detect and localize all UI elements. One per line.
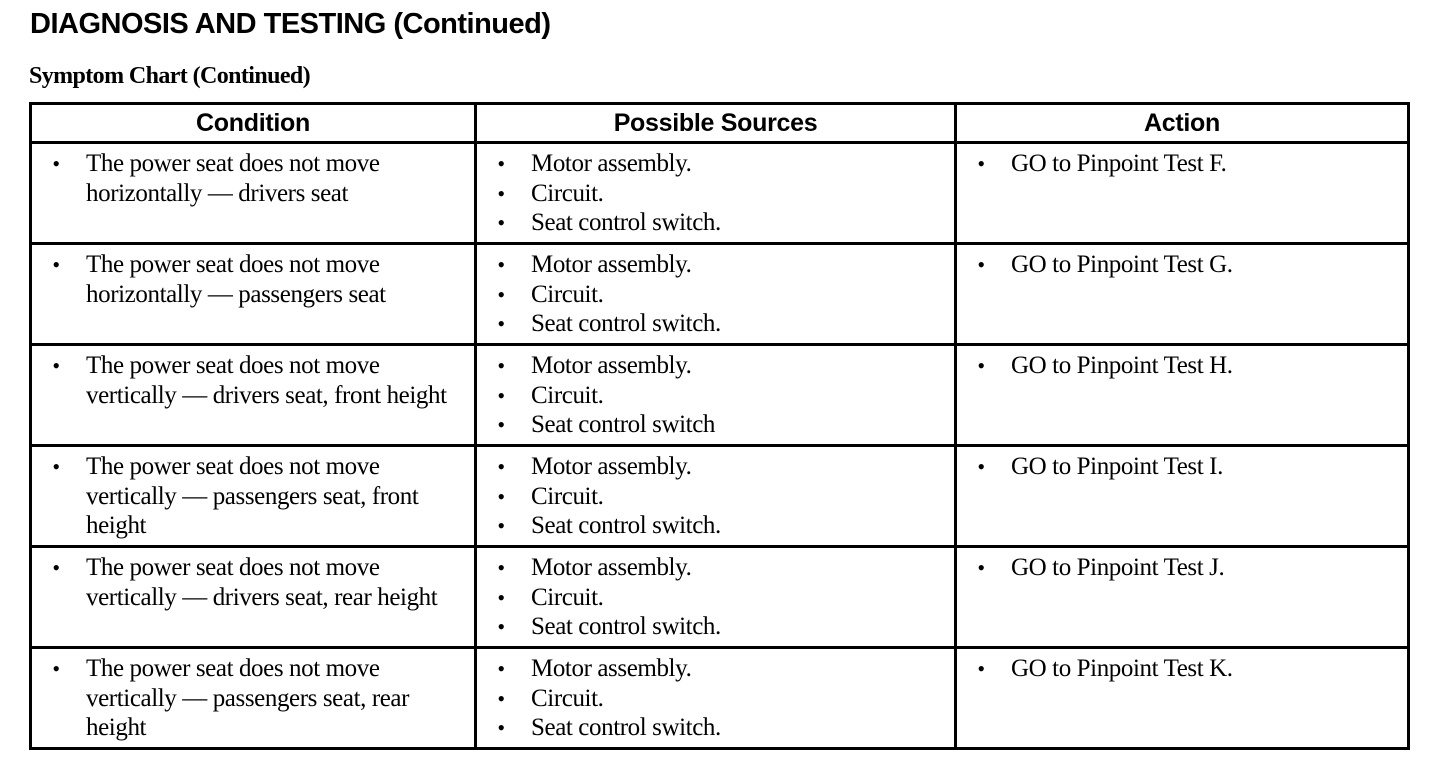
list-item	[491, 482, 954, 512]
action-cell	[956, 648, 1409, 749]
action-text: GO to Pinpoint Test I.	[1011, 453, 1223, 480]
condition-cell	[31, 244, 476, 345]
bullet-icon: •	[497, 210, 505, 235]
bullet-icon: •	[52, 151, 60, 176]
sources-cell	[476, 244, 956, 345]
action-list	[957, 452, 1407, 482]
bullet-icon: •	[52, 353, 60, 378]
action-list	[957, 149, 1407, 179]
condition-text: The power seat does not move vertically — passengers seat, rear height	[86, 655, 410, 741]
source-text: Circuit.	[531, 280, 604, 308]
action-cell	[956, 345, 1409, 446]
bullet-icon: •	[497, 685, 505, 711]
list-item	[491, 452, 954, 482]
source-text: Motor assembly.	[531, 655, 692, 682]
condition-text: The power seat does not move vertically — drivers seat, rear height	[86, 554, 438, 611]
bullet-icon: •	[52, 252, 60, 277]
source-text: Seat control switch.	[531, 512, 721, 539]
action-cell	[956, 547, 1409, 648]
source-text: Circuit.	[531, 583, 604, 611]
bullet-icon: •	[977, 353, 985, 378]
condition-list	[32, 351, 474, 410]
list-item	[491, 250, 954, 280]
bullet-icon: •	[497, 715, 505, 740]
list-item	[491, 684, 954, 714]
condition-cell	[31, 143, 476, 244]
condition-text: The power seat does not move horizontally — passengers seat	[86, 251, 386, 308]
sources-list	[477, 351, 954, 440]
action-cell	[956, 244, 1409, 345]
bullet-icon: •	[497, 513, 505, 538]
sources-list	[477, 250, 954, 339]
action-list	[957, 250, 1407, 280]
bullet-icon: •	[977, 555, 985, 580]
symptom-chart-table	[29, 102, 1410, 750]
header-action: Action	[956, 104, 1409, 143]
bullet-icon: •	[497, 281, 505, 307]
list-item	[491, 351, 954, 381]
action-list	[957, 351, 1407, 381]
condition-cell	[31, 547, 476, 648]
bullet-icon: •	[497, 412, 505, 437]
list-item	[491, 713, 954, 743]
condition-list	[32, 250, 474, 309]
condition-text: The power seat does not move vertically — passengers seat, front height	[86, 453, 419, 539]
table-row	[31, 446, 1409, 547]
list-item	[491, 208, 954, 238]
list-item	[491, 410, 954, 440]
condition-list	[32, 452, 474, 541]
condition-text: The power seat does not move horizontally — drivers seat	[86, 150, 380, 207]
action-list	[957, 654, 1407, 684]
condition-list	[32, 553, 474, 612]
sources-cell	[476, 648, 956, 749]
list-item	[491, 583, 954, 613]
bullet-icon: •	[52, 656, 60, 681]
condition-list	[32, 654, 474, 743]
page-title: DIAGNOSIS AND TESTING (Continued)	[30, 8, 551, 40]
sources-list	[477, 149, 954, 238]
source-text: Seat control switch.	[531, 310, 721, 337]
source-text: Circuit.	[531, 482, 604, 510]
bullet-icon: •	[52, 454, 60, 479]
source-text: Seat control switch.	[531, 714, 721, 741]
source-text: Motor assembly.	[531, 554, 692, 581]
source-text: Circuit.	[531, 179, 604, 207]
condition-list	[32, 149, 474, 208]
action-list	[957, 553, 1407, 583]
bullet-icon: •	[977, 454, 985, 479]
list-item	[491, 612, 954, 642]
action-text: GO to Pinpoint Test F.	[1011, 150, 1227, 177]
bullet-icon: •	[977, 656, 985, 681]
source-text: Motor assembly.	[531, 352, 692, 379]
list-item	[491, 381, 954, 411]
sources-cell	[476, 446, 956, 547]
bullet-icon: •	[497, 555, 505, 580]
sources-cell	[476, 547, 956, 648]
bullet-icon: •	[497, 614, 505, 639]
bullet-icon: •	[977, 151, 985, 176]
list-item	[46, 351, 474, 410]
sources-list	[477, 553, 954, 642]
list-item	[46, 654, 474, 743]
condition-text: The power seat does not move vertically — drivers seat, front height	[86, 352, 447, 409]
sources-cell	[476, 345, 956, 446]
bullet-icon: •	[497, 483, 505, 509]
section-title: Symptom Chart (Continued)	[29, 63, 311, 89]
table-row	[31, 648, 1409, 749]
bullet-icon: •	[497, 454, 505, 479]
condition-cell	[31, 446, 476, 547]
table-body	[31, 143, 1409, 749]
bullet-icon: •	[497, 584, 505, 610]
bullet-icon: •	[497, 656, 505, 681]
bullet-icon: •	[497, 252, 505, 277]
list-item	[971, 351, 1407, 381]
condition-cell	[31, 345, 476, 446]
bullet-icon: •	[52, 555, 60, 580]
action-text: GO to Pinpoint Test J.	[1011, 554, 1225, 581]
source-text: Seat control switch	[531, 411, 716, 438]
source-text: Circuit.	[531, 381, 604, 409]
list-item	[491, 280, 954, 310]
source-text: Seat control switch.	[531, 613, 721, 640]
source-text: Motor assembly.	[531, 453, 692, 480]
source-text: Motor assembly.	[531, 150, 692, 177]
list-item	[491, 309, 954, 339]
header-row	[31, 104, 1409, 143]
list-item	[46, 149, 474, 208]
list-item	[491, 654, 954, 684]
table-row	[31, 244, 1409, 345]
action-text: GO to Pinpoint Test K.	[1011, 655, 1233, 682]
list-item	[491, 553, 954, 583]
list-item	[491, 511, 954, 541]
header-possible-sources: Possible Sources	[476, 104, 956, 143]
bullet-icon: •	[497, 180, 505, 206]
source-text: Motor assembly.	[531, 251, 692, 278]
list-item	[971, 452, 1407, 482]
list-item	[491, 149, 954, 179]
sources-list	[477, 452, 954, 541]
action-cell	[956, 446, 1409, 547]
table-row	[31, 345, 1409, 446]
list-item	[971, 553, 1407, 583]
list-item	[971, 654, 1407, 684]
table-header	[31, 104, 1409, 143]
bullet-icon: •	[977, 252, 985, 277]
action-text: GO to Pinpoint Test G.	[1011, 251, 1233, 278]
sources-cell	[476, 143, 956, 244]
table-row	[31, 547, 1409, 648]
action-cell	[956, 143, 1409, 244]
list-item	[971, 149, 1407, 179]
table-row	[31, 143, 1409, 244]
list-item	[491, 179, 954, 209]
condition-cell	[31, 648, 476, 749]
bullet-icon: •	[497, 353, 505, 378]
source-text: Seat control switch.	[531, 209, 721, 236]
list-item	[46, 452, 474, 541]
bullet-icon: •	[497, 382, 505, 408]
bullet-icon: •	[497, 311, 505, 336]
sources-list	[477, 654, 954, 743]
header-condition: Condition	[31, 104, 476, 143]
list-item	[46, 553, 474, 612]
list-item	[46, 250, 474, 309]
bullet-icon: •	[497, 151, 505, 176]
source-text: Circuit.	[531, 684, 604, 712]
action-text: GO to Pinpoint Test H.	[1011, 352, 1233, 379]
list-item	[971, 250, 1407, 280]
